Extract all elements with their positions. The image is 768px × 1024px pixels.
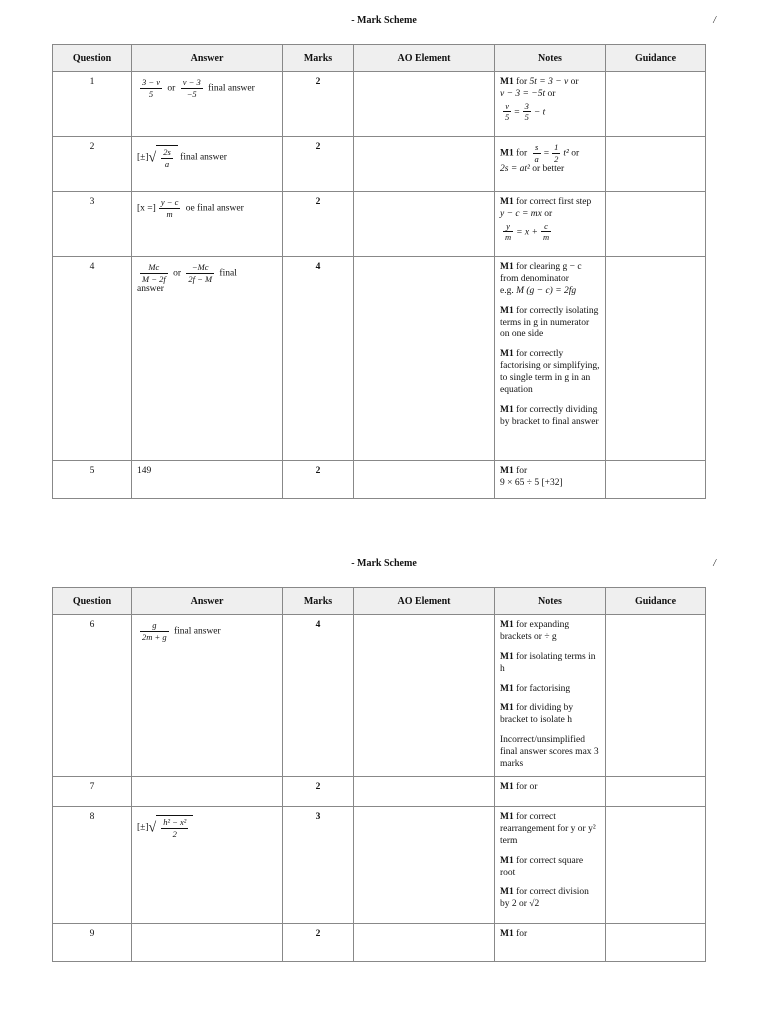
marks-value: 2 <box>283 72 354 137</box>
table-header-row <box>53 588 706 615</box>
col-header-notes: Notes <box>495 45 606 72</box>
answer-cell: $\frac{g}{2m + g}$ final answer <box>132 615 283 777</box>
guidance-cell <box>606 924 706 962</box>
guidance-cell <box>606 192 706 257</box>
question-number: 3 <box>53 192 132 257</box>
mark-scheme-table <box>52 44 706 499</box>
col-header-ao-element: AO Element <box>354 588 495 615</box>
col-header-guidance: Guidance <box>606 588 706 615</box>
table-row <box>53 924 706 962</box>
notes-cell: M1 for correct first step y − c = mx or $\frac{y}{m}$ = x + $\frac{c}{m}$ <box>495 192 606 257</box>
notes-cell: M1 for <box>495 924 606 962</box>
ao-element-cell <box>354 461 495 499</box>
marks-value: 2 <box>283 461 354 499</box>
marks-value: 2 <box>283 192 354 257</box>
col-header-answer: Answer <box>132 588 283 615</box>
table-row <box>53 192 706 257</box>
guidance-cell <box>606 807 706 924</box>
ao-element-cell <box>354 615 495 777</box>
notes-cell: M1 for or <box>495 777 606 807</box>
marks-value: 4 <box>283 615 354 777</box>
notes-cell: M1 for expanding brackets or ÷ g M1 for isolating terms in h M1 for factorising M1 for dividing by bracket to isolate h Incorrect/unsimplified final answer scores max 3 marks <box>495 615 606 777</box>
answer-cell: $\frac{Mc}{M - 2f}$ or $\frac{-Mc}{2f - M}$ final answer <box>132 257 283 461</box>
col-header-notes: Notes <box>495 588 606 615</box>
table-row <box>53 137 706 192</box>
marks-value: 2 <box>283 924 354 962</box>
answer-cell: $\frac{3 - v}{5}$ or $\frac{v - 3}{-5}$ final answer <box>132 72 283 137</box>
table-row <box>53 777 706 807</box>
square-root: √ $\frac{2s}{a}$ <box>149 145 178 169</box>
page-mark: / <box>713 15 716 26</box>
page-header <box>0 15 768 31</box>
ao-element-cell <box>354 257 495 461</box>
marks-value: 3 <box>283 807 354 924</box>
table-row <box>53 615 706 777</box>
table-row <box>53 807 706 924</box>
answer-cell: [±]√ $\frac{2s}{a}$ final answer <box>132 137 283 192</box>
col-header-guidance: Guidance <box>606 45 706 72</box>
page-title: - Mark Scheme <box>351 558 417 569</box>
col-header-question: Question <box>53 588 132 615</box>
ao-element-cell <box>354 807 495 924</box>
notes-cell: M1 for 9 × 65 ÷ 5 [+32] <box>495 461 606 499</box>
ao-element-cell <box>354 777 495 807</box>
notes-cell: M1 for $\frac{s}{a}$ = $\frac{1}{2}$ t² or 2s = at² or better <box>495 137 606 192</box>
answer-cell: [±]√ $\frac{\text{h² − x²}}{2}$ <box>132 807 283 924</box>
page-title: - Mark Scheme <box>351 15 417 26</box>
question-number: 8 <box>53 807 132 924</box>
guidance-cell <box>606 615 706 777</box>
question-number: 6 <box>53 615 132 777</box>
notes-cell: M1 for clearing g − c from denominator e.g. M (g − c) = 2fg M1 for correctly isolating terms in g in numerator on one side M1 for correctly factorising or simplifying, to single term in g in an equation M1 for correctly dividing by bracket to final answer <box>495 257 606 461</box>
ao-element-cell <box>354 924 495 962</box>
guidance-cell <box>606 72 706 137</box>
table-row <box>53 257 706 461</box>
answer-cell: [x =] $\frac{y - c}{m}$ oe final answer <box>132 192 283 257</box>
ao-element-cell <box>354 192 495 257</box>
guidance-cell <box>606 137 706 192</box>
answer-cell <box>132 924 283 962</box>
page-mark: / <box>713 558 716 569</box>
col-header-marks: Marks <box>283 45 354 72</box>
notes-cell: M1 for correct rearrangement for y or y² term M1 for correct square root M1 for correct division by 2 or √2 <box>495 807 606 924</box>
col-header-ao-element: AO Element <box>354 45 495 72</box>
marks-value: 4 <box>283 257 354 461</box>
guidance-cell <box>606 257 706 461</box>
col-header-answer: Answer <box>132 45 283 72</box>
ao-element-cell <box>354 72 495 137</box>
marks-value: 2 <box>283 137 354 192</box>
page-header <box>0 558 768 574</box>
table-header-row <box>53 45 706 72</box>
ao-element-cell <box>354 137 495 192</box>
col-header-marks: Marks <box>283 588 354 615</box>
answer-cell <box>132 777 283 807</box>
square-root: √ $\frac{\text{h² − x²}}{2}$ <box>149 815 194 839</box>
question-number: 5 <box>53 461 132 499</box>
guidance-cell <box>606 777 706 807</box>
fraction: $\frac{v - 3}{-5}$ <box>182 77 201 99</box>
guidance-cell <box>606 461 706 499</box>
table-row <box>53 72 706 137</box>
col-header-question: Question <box>53 45 132 72</box>
question-number: 9 <box>53 924 132 962</box>
question-number: 7 <box>53 777 132 807</box>
question-number: 4 <box>53 257 132 461</box>
notes-cell: M1 for 5t = 3 − v or v − 3 = −5t or $\frac{v}{5}$ = $\frac{3}{5}$ − t <box>495 72 606 137</box>
marks-value: 2 <box>283 777 354 807</box>
fraction: $\frac{3 - v}{5}$ <box>142 77 161 99</box>
table-row <box>53 461 706 499</box>
mark-scheme-table <box>52 587 706 962</box>
answer-cell: 149 <box>132 461 283 499</box>
question-number: 2 <box>53 137 132 192</box>
question-number: 1 <box>53 72 132 137</box>
